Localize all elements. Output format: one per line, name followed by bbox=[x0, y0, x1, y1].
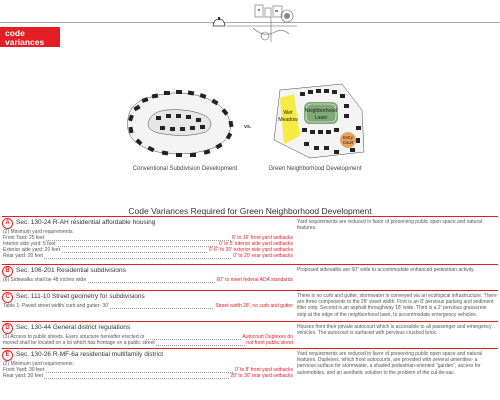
variance-value: Street width 28', no curb and gutter bbox=[215, 303, 293, 309]
requirement-row bbox=[3, 340, 293, 347]
requirement-text: Front Yard: 25 feet bbox=[3, 235, 45, 241]
variance-description: There is no curb and gutter, stormwater is conveyed via an ecological infrastructure. There are three components to the 28' street width. First is an 8' pervious parking and sediment filter strip. Second is an asphalt throughway 18' wide. Third is a 2' pervious grasscrete strip at the edge of the neighborhood lawn, to accommodate emergency vehicles. bbox=[297, 293, 497, 318]
variance-rule bbox=[2, 264, 498, 265]
variance-rule bbox=[2, 216, 498, 217]
requirement-row bbox=[3, 373, 293, 380]
green-caption: Green Neighborhood Development bbox=[268, 166, 362, 172]
requirement-text: Rear yard: 20 feet bbox=[3, 253, 44, 259]
variance-value: 0' to 5' interior side yard setbacks bbox=[219, 241, 293, 247]
entry-court-label-line: Entry bbox=[343, 135, 353, 140]
variance-description: Yard requirements are reduced in favor of preserving public open space and natural features. Duplexes, which front autocourts, are provided with several amenities- a pervious surface for stormwater, a shaded pedestrian-oriented "garden", access for automobiles, and an aesthetic solution to the problem of the cul-de-sac. bbox=[297, 351, 483, 376]
variance-description: Houses front their private autocourt which is accessible to all passenger and emergency vehicles. The autocourt is surfaced with pervious crushed brick. bbox=[297, 324, 492, 337]
requirement-row bbox=[3, 253, 293, 260]
section-title: Code Variances Required for Green Neighborhood Development bbox=[128, 206, 372, 216]
variance-value: 8' to 16' front yard setbacks bbox=[232, 235, 293, 241]
variance-letter-badge: B bbox=[2, 266, 13, 277]
variance-letter-badge: D bbox=[2, 323, 13, 334]
variance-letter-badge: E bbox=[2, 350, 13, 361]
variance-description: Proposed sidewalks are 60" wide to accommodate enhanced pedestrian activity. bbox=[297, 267, 475, 273]
variance-value: 0'-6" to 20' exterior side yard setbacks bbox=[208, 247, 293, 253]
entry-court-label-line: Court bbox=[342, 140, 354, 145]
requirement-text: Interior side yard: 5 feet bbox=[3, 241, 56, 247]
variance-heading: Sec. 111-10 Street geometry for subdivisions bbox=[16, 293, 145, 300]
variance-heading: Sec. 106-201 Residential subdivisions bbox=[16, 267, 126, 274]
variance-rule bbox=[2, 348, 498, 349]
variance-value: 0' to 20' rear yard setbacks bbox=[233, 253, 293, 259]
requirement-text: moved shall be located on a lot which has frontage on a public street bbox=[3, 340, 155, 346]
requirement-text: (3) Access to public streets. Every structure hereafter erected or bbox=[3, 334, 145, 340]
variance-letter-badge: C bbox=[2, 292, 13, 303]
vs-label: vs. bbox=[244, 124, 252, 130]
variance-heading: Sec. 130-26 R-MF-6a residential multifamily district bbox=[16, 351, 164, 358]
tag-line-2: variances bbox=[5, 37, 45, 47]
variance-subheading: (2) Minimum yard requirements: bbox=[3, 229, 74, 235]
variance-value: Autocourt Duplexes do bbox=[242, 334, 293, 340]
conventional-subdivision-plan bbox=[120, 80, 250, 162]
site-logo-illustration bbox=[205, 2, 300, 44]
tag-line-1: code bbox=[5, 28, 25, 38]
variance-rule bbox=[2, 321, 498, 322]
green-neighborhood-plan bbox=[270, 80, 370, 162]
wet-meadow-label-line: Wet bbox=[283, 110, 293, 116]
requirement-text: (6) Sidewalks shall be 48 inches wide bbox=[3, 277, 87, 283]
requirement-text: Table 1: Paved street width/ curb and gutter- 30' bbox=[3, 303, 110, 309]
variance-value: 20' to 30' rear yard setbacks bbox=[230, 373, 293, 379]
variance-heading: Sec. 130-44 General district regulations bbox=[16, 324, 131, 331]
conventional-caption: Conventional Subdivision Development bbox=[132, 166, 238, 172]
requirement-text: Exterior side yard: 20 feet bbox=[3, 247, 60, 253]
variance-letter-badge: A bbox=[2, 218, 13, 229]
variance-subheading: (2) Minimum yard requirements: bbox=[3, 361, 74, 367]
variance-rule bbox=[2, 290, 498, 291]
code-variances-tag bbox=[0, 27, 60, 47]
variance-description: Yard requirements are reduced in favor of preserving public open space and natural features. bbox=[297, 219, 483, 232]
requirement-text: Rear yard: 30 feet bbox=[3, 373, 44, 379]
variance-value: not front public street bbox=[246, 340, 293, 346]
requirement-row bbox=[3, 277, 293, 284]
neighborhood-lawn-label-line: Lawn bbox=[314, 115, 328, 121]
variance-value: 60" to meet federal ADA standards bbox=[216, 277, 293, 283]
wet-meadow-label-line: Meadow bbox=[278, 117, 298, 123]
requirement-row bbox=[3, 303, 293, 310]
neighborhood-lawn-label-line: Neighborhood bbox=[304, 108, 338, 114]
variance-value: 0' to 8' front yard setbacks bbox=[234, 367, 293, 373]
variance-heading: Sec. 130-24 R-AH residential affordable housing bbox=[16, 219, 156, 226]
requirement-text: Front Yard: 30 feet bbox=[3, 367, 45, 373]
